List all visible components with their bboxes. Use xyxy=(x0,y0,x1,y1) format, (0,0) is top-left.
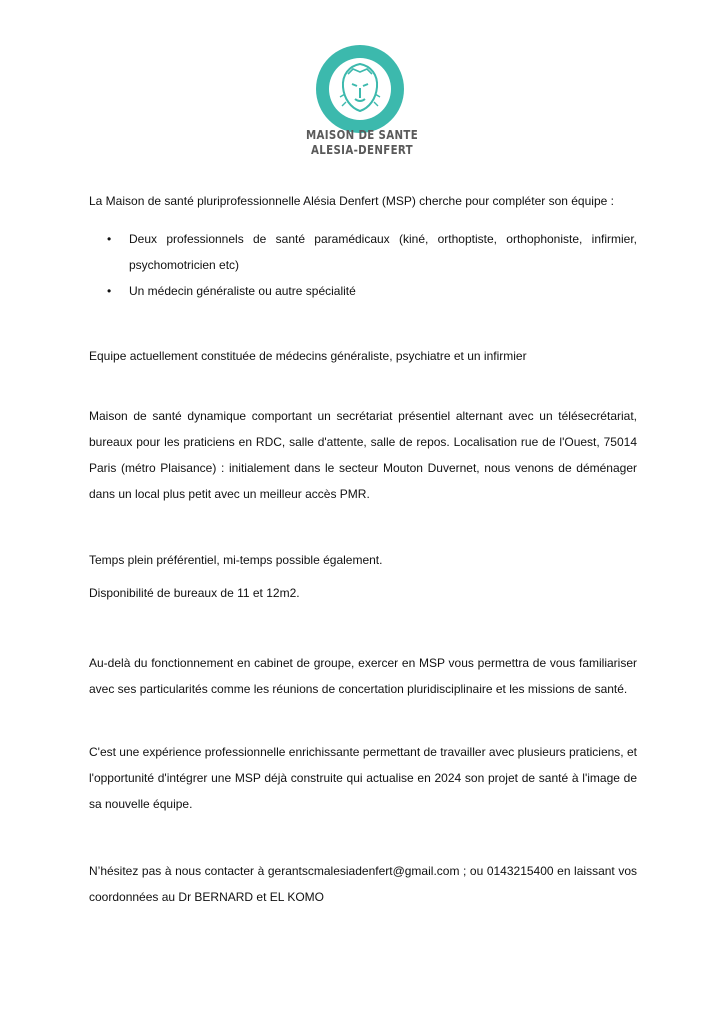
schedule-text: Temps plein préférentiel, mi-temps possible également. xyxy=(89,553,383,567)
list-item xyxy=(107,226,637,278)
offices-text: Disponibilité de bureaux de 11 et 12m2. xyxy=(89,586,300,600)
bullet-list xyxy=(107,226,637,304)
experience-paragraph xyxy=(89,739,637,817)
bullet-icon: • xyxy=(107,232,112,246)
logo-title-line1: MAISON DE SANTE xyxy=(305,127,419,142)
intro-paragraph xyxy=(89,188,637,214)
schedule-paragraph xyxy=(89,547,637,573)
contact-text: N’hésitez pas à nous contacter à gerantscmalesiadenfert@gmail.com ; ou 0143215400 en laissant vos coordonnées au Dr BERNARD et EL KOMO xyxy=(89,864,637,904)
msp-benefits-text: Au-delà du fonctionnement en cabinet de groupe, exercer en MSP vous permettra de vous familiariser avec ses particularités comme les réunions de concertation pluridisciplinaire et les missions de santé. xyxy=(89,656,637,696)
msp-benefits-paragraph xyxy=(89,650,637,702)
logo-title-line2: ALESIA-DENFERT xyxy=(311,142,413,157)
list-item xyxy=(107,278,637,304)
description-text: Maison de santé dynamique comportant un secrétariat présentiel alternant avec un télésecrétariat, bureaux pour les praticiens en RDC, salle d'attente, salle de repos. Localisation rue de l'Ouest, 75014 Paris (métro Plaisance) : initialement dans le secteur Mouton Duvernet, nous venons de déménager dans un local plus petit avec un meilleur accès PMR. xyxy=(89,409,637,501)
team-text: Equipe actuellement constituée de médecins généraliste, psychiatre et un infirmier xyxy=(89,349,527,363)
description-paragraph xyxy=(89,403,637,507)
bullet-icon: • xyxy=(107,284,112,298)
team-paragraph xyxy=(89,343,637,369)
offices-paragraph xyxy=(89,580,637,606)
intro-text: La Maison de santé pluriprofessionnelle Alésia Denfert (MSP) cherche pour compléter son équipe : xyxy=(89,194,614,208)
bullet-text: Deux professionnels de santé paramédicaux (kiné, orthoptiste, orthophoniste, infirmier, psychomotricien etc) xyxy=(129,232,637,272)
contact-paragraph xyxy=(89,858,637,910)
lion-head-icon xyxy=(315,44,405,134)
experience-text: C'est une expérience professionnelle enrichissante permettant de travailler avec plusieurs praticiens, et l'opportunité d'intégrer une MSP déjà construite qui actualise en 2024 son projet de santé à l'image de sa nouvelle équipe. xyxy=(89,745,637,811)
bullet-text: Un médecin généraliste ou autre spécialité xyxy=(129,284,356,298)
